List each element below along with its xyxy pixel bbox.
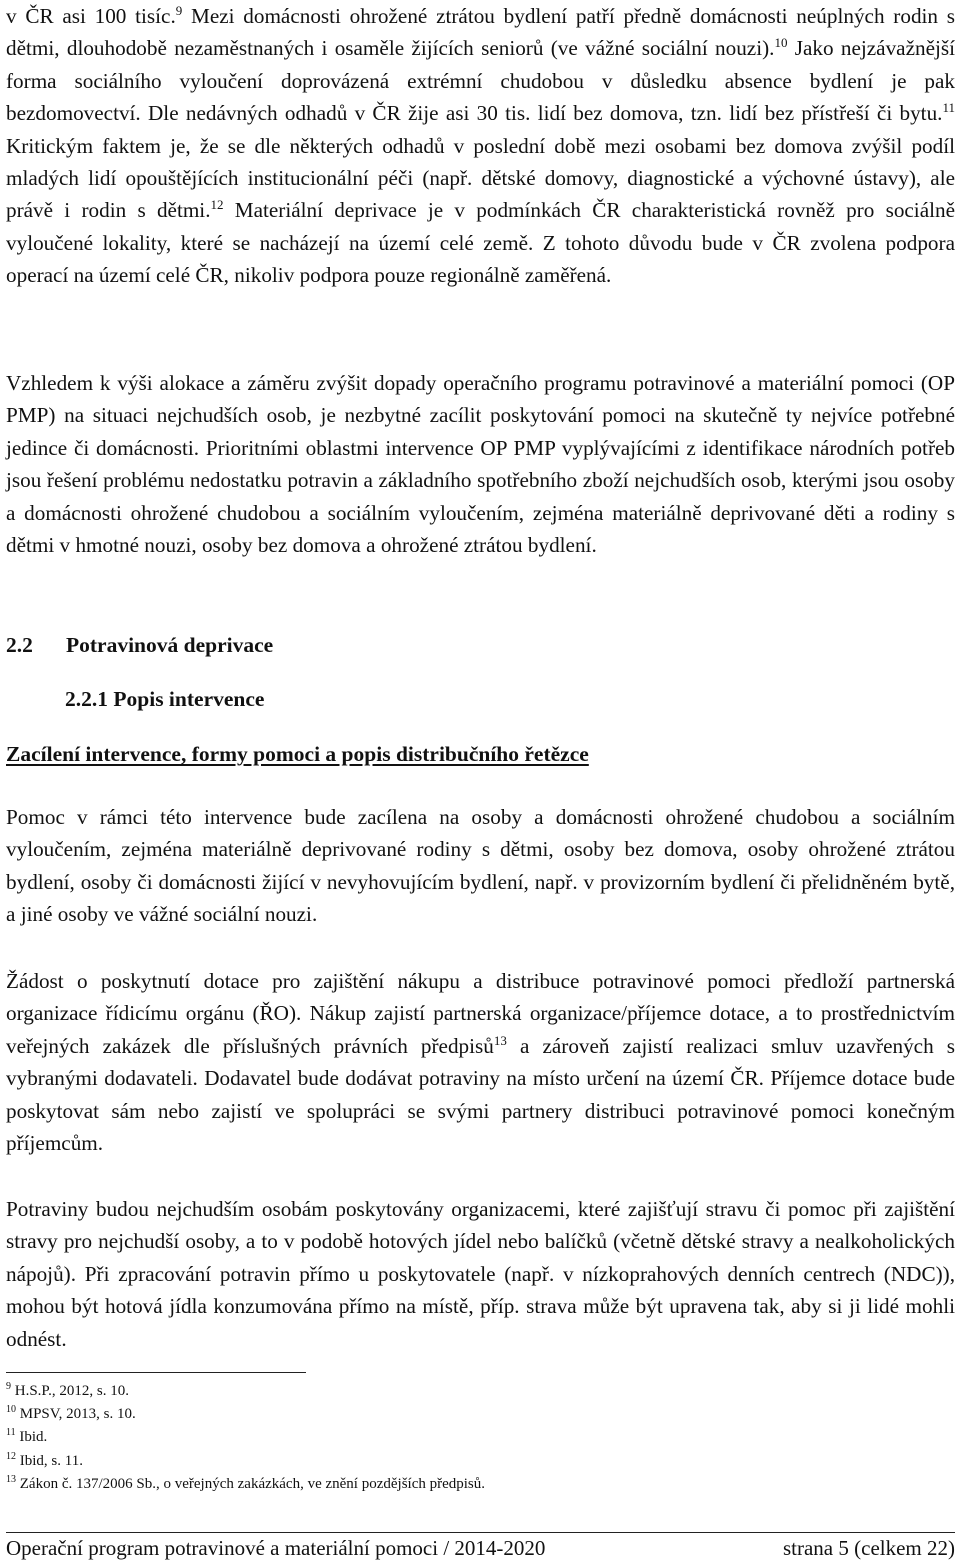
paragraph-application <box>6 965 955 1159</box>
footnote-text: Zákon č. 137/2006 Sb., o veřejných zakázkách, ve znění pozdějších předpisů. <box>19 1475 486 1492</box>
subsection-heading-2-2-1: 2.2.1 Popis intervence <box>65 687 265 711</box>
page-footer <box>6 1534 955 1562</box>
paragraph-text: Žádost o poskytnutí dotace pro zajištění nákupu a distribuce potravinové pomoci předloží partnerská organizace řídicímu orgánu (ŘO). Nákup zajistí partnerská organizace/příjemce dotace, a to prostřednictvím veřejných zakázek dle příslušných právních předpisů <box>6 969 955 1058</box>
footer-page-number: strana 5 (celkem 22) <box>782 1536 955 1560</box>
paragraph-targeting: Vzhledem k výši alokace a záměru zvýšit dopady operačního programu potravinové a materiální pomoci (OP PMP) na situaci nejchudších osob, je nezbytné zacílit poskytování pomoci na skutečně ty nejvíce potřebné jedince či domácnosti. Prioritními oblastmi intervence OP PMP vyplývajícími z identifikace národních potřeb jsou řešení problému nedostatku potravin a základního spotřebního zboží nejchudších osob, kterými jsou osoby a domácnosti ohrožené chudobou a sociálním vyloučením, zejména materiálně deprivované děti a rodiny s dětmi v hmotné nouzi, osoby bez domova a ohrožené ztrátou bydlení. <box>6 371 955 558</box>
section-number: 2.2 <box>6 633 33 657</box>
footnote-12 <box>6 1450 955 1473</box>
footer-program-title: Operační program potravinové a materiální pomoci / 2014-2020 <box>6 1536 546 1560</box>
paragraph-food-distribution: Potraviny budou nejchudším osobám poskytovány organizacemi, které zajišťují stravu či pomoc při zajištění stravy pro nejchudší osoby, a to v podobě hotových jídel nebo balíčků (včetně dětské stravy a nealkoholických nápojů). Při zpracování potravin přímo u poskytovatele (např. v nízkoprahových denních centrech (NDC)), mohou být hotová jídla konzumována přímo na místě, příp. strava může být upravena tak, aby si ji lidé mohli odnést. <box>6 1197 955 1351</box>
footnote-number: 9 <box>6 1381 11 1392</box>
paragraph-target-groups: Pomoc v rámci této intervence bude zacílena na osoby a domácnosti ohrožené chudobou a sociálním vyloučením, zejména materiálně deprivované rodiny s dětmi, osoby bez domova, osoby ohrožené ztrátou bydlení, osoby či domácnosti žijící v nevyhovujícím bydlení, např. v provizorním bydlení či přelidněném bytě, a jiné osoby ve vážné sociální nouzi. <box>6 805 955 927</box>
paragraph-text: Kritickým faktem je, že se dle některých odhadů v poslední době mezi osobami bez domova zvýšil podíl mladých lidí opouštějících institucionální péči (např. dětské domovy, diagnostické a výchovné ústavy), ale právě i rodin s dětmi. <box>6 133 955 223</box>
paragraph-text: Mezi domácnosti ohrožené ztrátou bydlení patří předně domácnosti neúplných rodin s dětmi, dlouhodobě nezaměstnaných i osaměle žijících seniorů (ve vážné sociální nouzi). <box>6 4 955 61</box>
paragraph-text: a zároveň zajistí realizaci smluv uzavřených s vybranými dodavateli. Dodavatel bude dodávat potraviny na místo určení na území ČR. Příjemce dotace bude poskytovat sám nebo zajistí ve spolupráci se svými partnery distribuci potravinové pomoci konečným příjemcům. <box>6 1033 955 1156</box>
footer-separator <box>6 1532 955 1533</box>
footnote-ref-13[interactable]: 13 <box>493 1032 507 1048</box>
footnote-ref-9[interactable]: 9 <box>175 2 183 18</box>
paragraph-homelessness <box>6 0 955 292</box>
footnote-10 <box>6 1403 955 1426</box>
paragraph-text: Jako nejzávažnější forma sociálního vyloučení doprovázená extrémní chudobou v důsledku absence bydlení je pak bezdomovectví. Dle nedávných odhadů v ČR žije asi 30 tis. lidí bez domova, tzn. lidí bez přístřeší či bytu. <box>6 36 955 126</box>
footnote-text: H.S.P., 2012, s. 10. <box>14 1383 129 1399</box>
footnote-11 <box>6 1426 955 1449</box>
footnote-text: Ibid, s. 11. <box>19 1452 83 1469</box>
footnote-ref-10[interactable]: 10 <box>774 35 788 51</box>
paragraph-text: Materiální deprivace je v podmínkách ČR charakteristická rovněž pro sociálně vyloučené lokality, které se nacházejí na území celé země. Z tohoto důvodu bude v ČR zvolena podpora operací na území celé ČR, nikoliv podpora pouze regionálně zaměřená. <box>6 198 955 288</box>
footnote-text: Ibid. <box>19 1429 48 1446</box>
footnote-number: 13 <box>6 1473 16 1485</box>
section-title: Potravinová deprivace <box>66 633 274 657</box>
footnotes <box>6 1380 955 1496</box>
footnote-number: 12 <box>6 1450 16 1462</box>
footnote-9 <box>6 1380 955 1403</box>
footnote-text: MPSV, 2013, s. 10. <box>19 1406 136 1423</box>
section-heading-2-2 <box>6 630 273 660</box>
footnote-number: 10 <box>6 1404 16 1416</box>
topic-heading: Zacílení intervence, formy pomoci a popis distribučního řetězce <box>6 742 589 766</box>
footnote-13 <box>6 1473 955 1496</box>
footnote-ref-12[interactable]: 12 <box>210 197 224 213</box>
footnote-ref-11[interactable]: 11 <box>942 100 955 116</box>
footnote-number: 11 <box>6 1427 16 1439</box>
paragraph-text: v ČR asi 100 tisíc. <box>6 4 176 28</box>
footnote-separator <box>6 1372 306 1373</box>
